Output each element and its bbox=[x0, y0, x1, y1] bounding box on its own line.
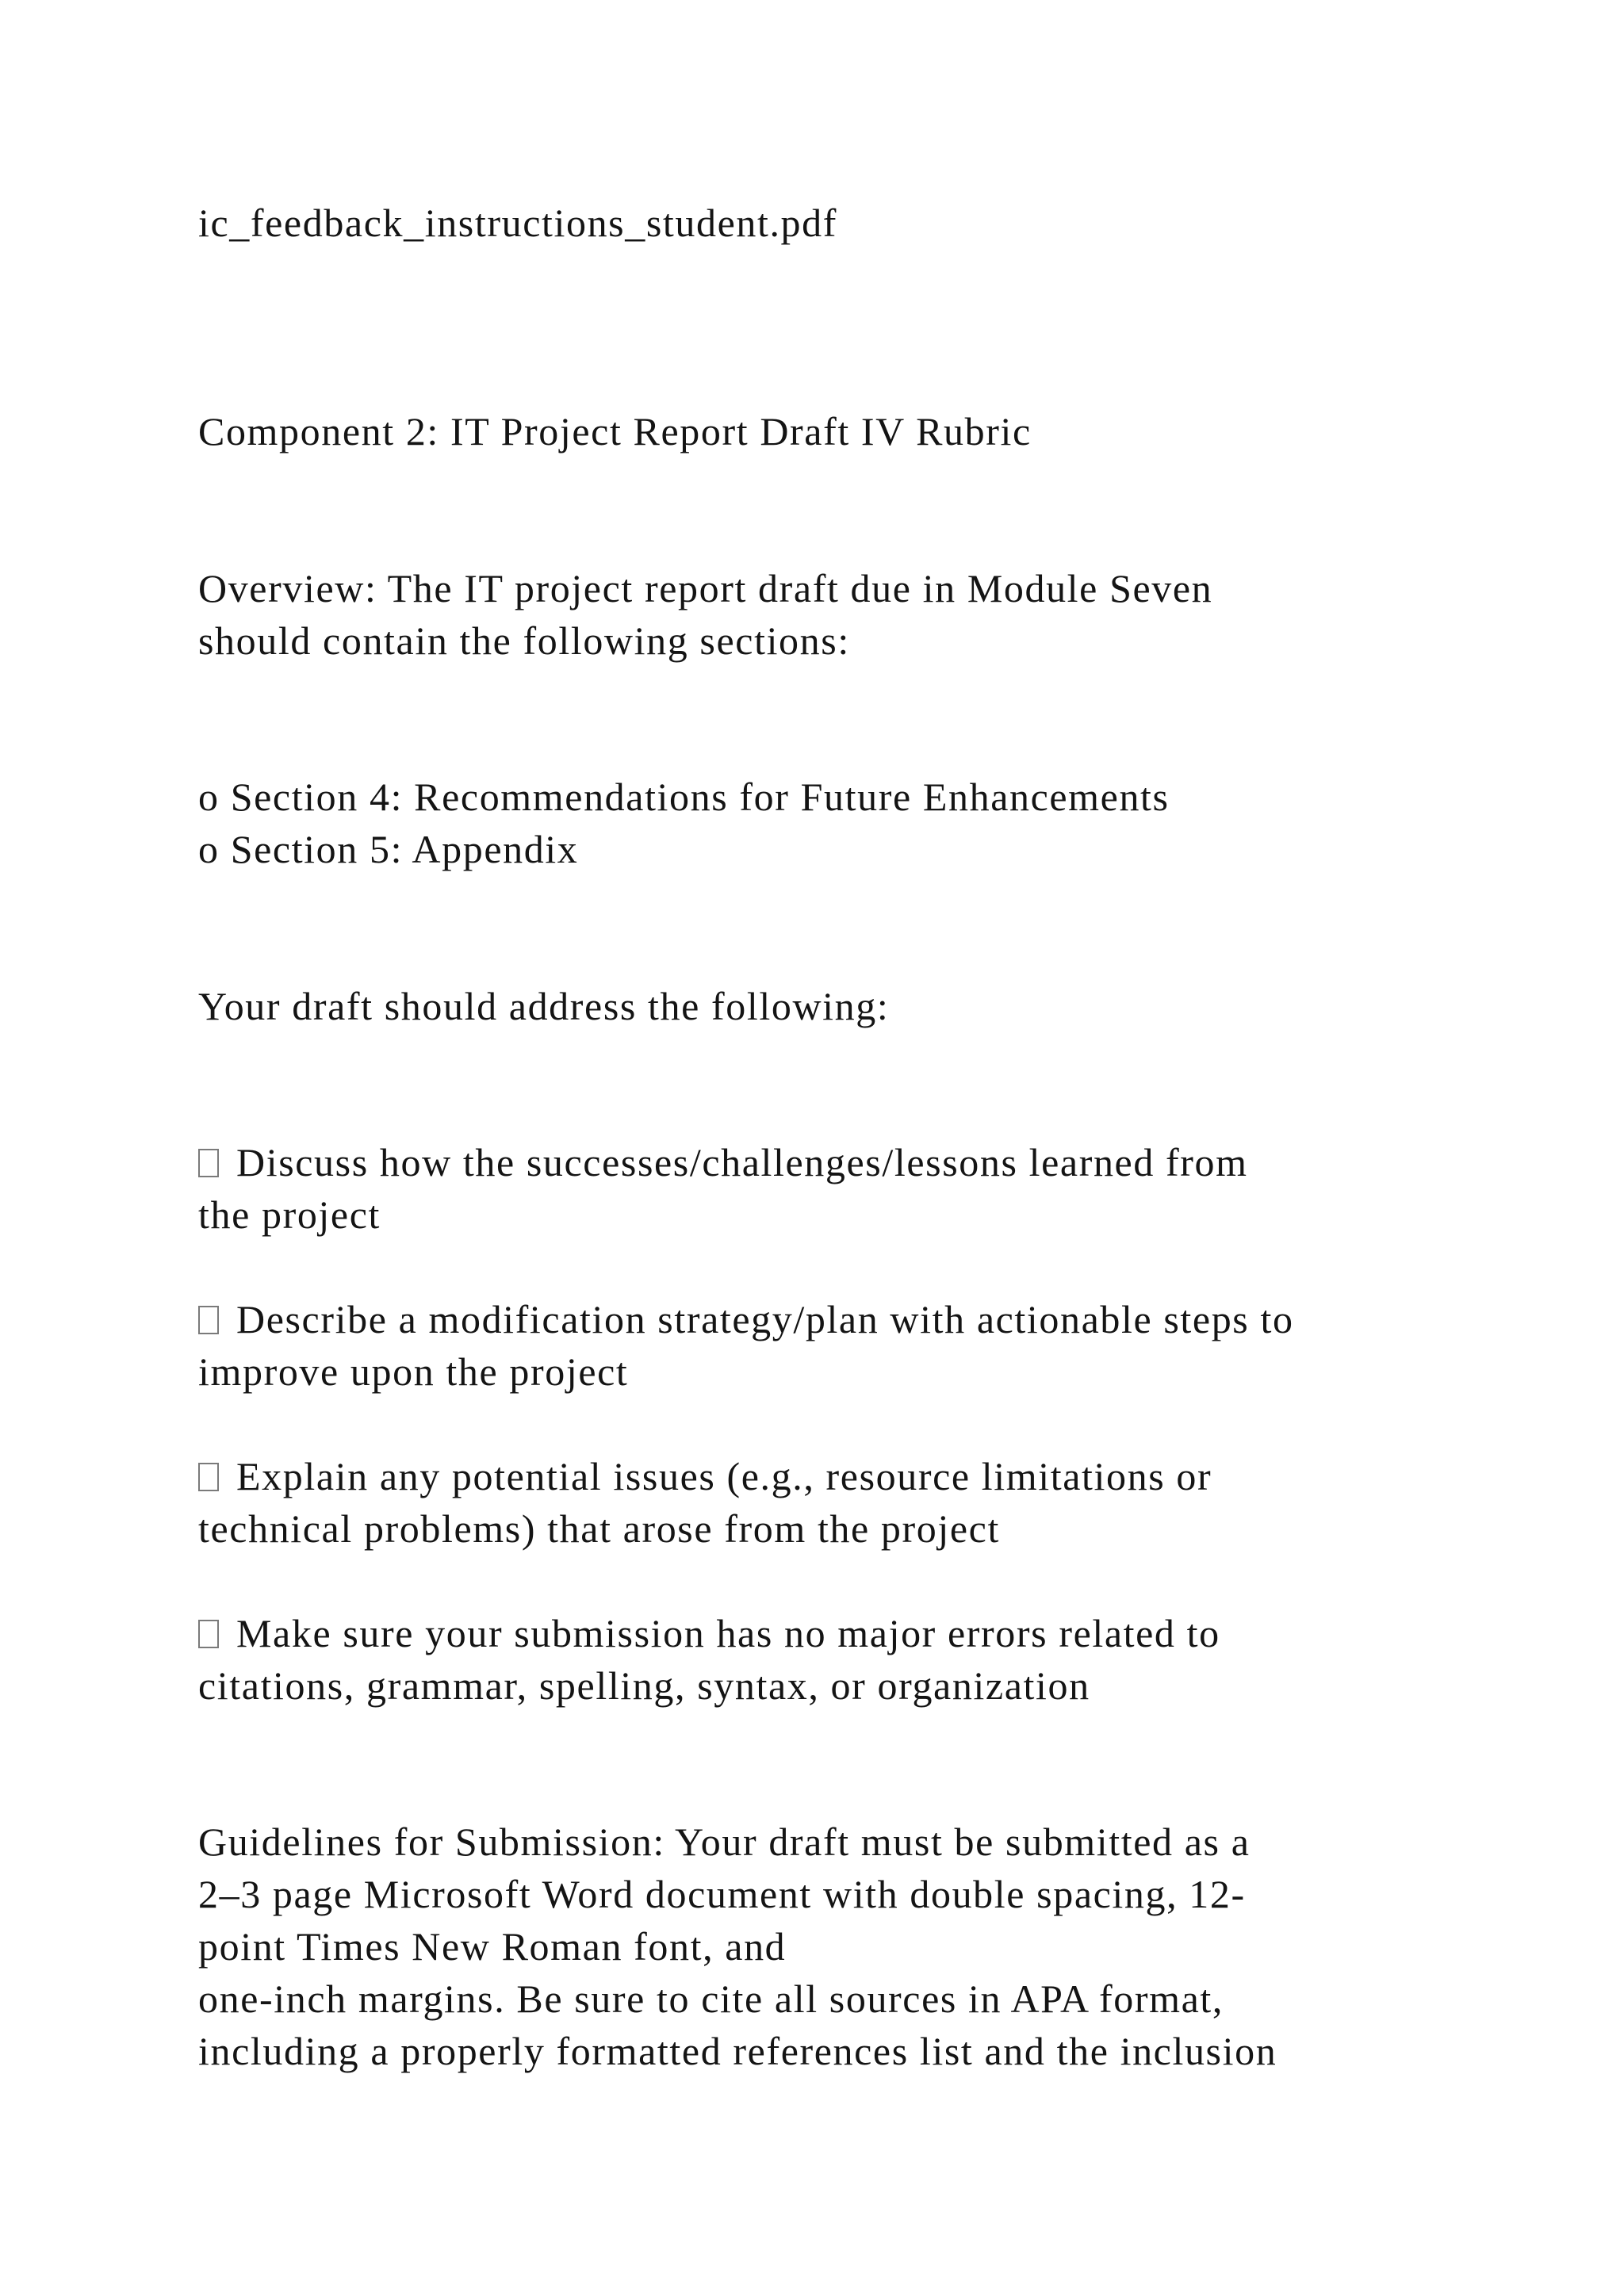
bullet-text: Describe a modification strategy/plan with actionable steps to bbox=[236, 1297, 1294, 1341]
overview-line-2: should contain the following sections: bbox=[198, 618, 850, 663]
guidelines-line-4: one-inch margins. Be sure to cite all sources in APA format, bbox=[198, 1976, 1224, 2021]
section-list-item: o Section 5: Appendix bbox=[198, 827, 579, 871]
bullet-text: Make sure your submission has no major errors related to bbox=[236, 1611, 1220, 1655]
bullet-item-2-line-1 bbox=[198, 1293, 1294, 1345]
bullet-text: Discuss how the successes/challenges/lessons learned from bbox=[236, 1140, 1248, 1184]
missing-glyph-box-icon bbox=[198, 1620, 219, 1648]
filename-text: ic_feedback_instructions_student.pdf bbox=[198, 201, 838, 245]
overview-line-1: Overview: The IT project report draft due in Module Seven bbox=[198, 566, 1213, 610]
bullet-item-3-line-1 bbox=[198, 1450, 1212, 1502]
document-heading: Component 2: IT Project Report Draft IV Rubric bbox=[198, 409, 1032, 453]
bullet-item-3-line-2: technical problems) that arose from the project bbox=[198, 1506, 1000, 1551]
address-intro-text: Your draft should address the following: bbox=[198, 984, 890, 1028]
bullet-item-4-line-2: citations, grammar, spelling, syntax, or organization bbox=[198, 1663, 1090, 1708]
section-list-item: o Section 4: Recommendations for Future Enhancements bbox=[198, 775, 1170, 819]
bullet-item-1-line-2: the project bbox=[198, 1192, 381, 1237]
guidelines-line-3: point Times New Roman font, and bbox=[198, 1924, 787, 1969]
bullet-item-1-line-1 bbox=[198, 1136, 1248, 1188]
guidelines-line-5: including a properly formatted references list and the inclusion bbox=[198, 2029, 1277, 2073]
missing-glyph-box-icon bbox=[198, 1463, 219, 1491]
guidelines-line-2: 2–3 page Microsoft Word document with double spacing, 12- bbox=[198, 1872, 1246, 1916]
bullet-text: Explain any potential issues (e.g., resource limitations or bbox=[236, 1454, 1212, 1498]
missing-glyph-box-icon bbox=[198, 1149, 219, 1177]
guidelines-line-1: Guidelines for Submission: Your draft must be submitted as a bbox=[198, 1820, 1251, 1864]
bullet-item-4-line-1 bbox=[198, 1607, 1220, 1659]
missing-glyph-box-icon bbox=[198, 1306, 219, 1334]
bullet-item-2-line-2: improve upon the project bbox=[198, 1349, 629, 1394]
